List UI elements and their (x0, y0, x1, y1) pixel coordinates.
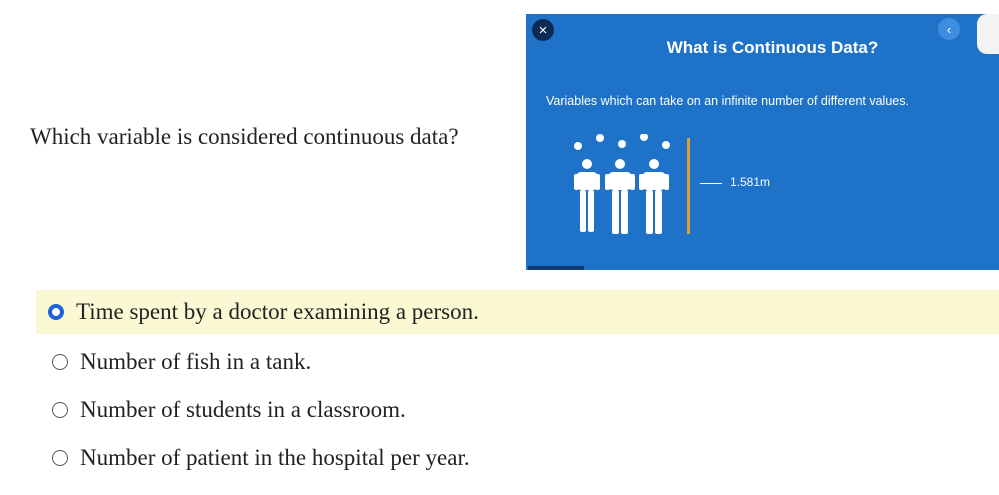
video-progress-bar[interactable] (528, 266, 584, 270)
back-button[interactable] (938, 18, 960, 40)
option-label: Number of students in a classroom. (80, 397, 406, 422)
answer-option[interactable] (40, 436, 470, 480)
radio-button[interactable] (52, 450, 68, 466)
radio-button[interactable] (52, 354, 68, 370)
height-ruler (687, 138, 690, 234)
people-figures-icon (572, 134, 692, 238)
option-label: Number of fish in a tank. (80, 349, 312, 374)
measure-line (700, 183, 722, 184)
answer-option[interactable] (40, 388, 406, 432)
answer-option[interactable] (40, 340, 311, 384)
measure-label: 1.581m (730, 175, 771, 189)
option-label: Number of patient in the hospital per year. (80, 445, 470, 470)
close-icon: × (538, 21, 548, 39)
question-text: Which variable is considered continuous data? (30, 124, 459, 149)
radio-button[interactable] (52, 402, 68, 418)
radio-button-selected[interactable] (48, 304, 64, 320)
video-title: What is Continuous Data? (666, 38, 879, 57)
video-subtitle: Variables which can take on an infinite number of different values. (546, 94, 909, 108)
answer-option[interactable] (36, 290, 999, 334)
chevron-left-icon: ‹ (946, 21, 952, 37)
option-label: Time spent by a doctor examining a person. (76, 299, 479, 324)
video-panel[interactable] (526, 14, 999, 270)
